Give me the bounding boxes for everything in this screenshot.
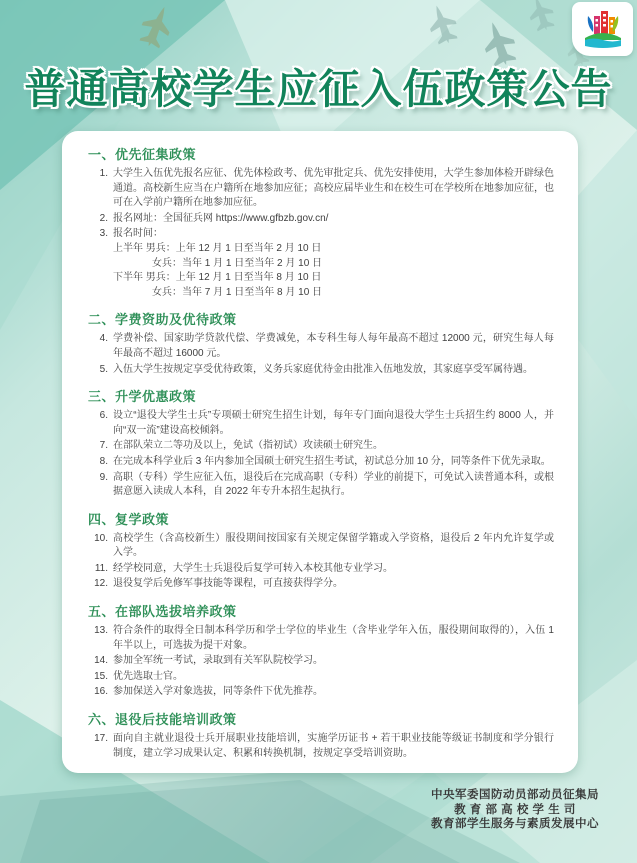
item-text (113, 455, 554, 470)
schedule-line: 上半年 男兵：上年 12 月 1 日至当年 2 月 10 日 (113, 242, 322, 254)
policy-item (88, 670, 554, 685)
section-heading: 四、复学政策 (88, 511, 170, 527)
policy-section (88, 144, 554, 300)
item-body: 报名时间： (113, 228, 163, 240)
item-body: 符合条件的取得全日制本科学历和学士学位的毕业生（含毕业学年入伍，服役期间取得的），入伍 1 年半以上，可选拔为提干对象。 (113, 625, 554, 651)
policy-item (88, 624, 554, 653)
item-body: 退役复学后免修军事技能等课程，可直接获得学分。 (113, 578, 343, 590)
schedule-line: 下半年 男兵：上年 12 月 1 日至当年 8 月 10 日 (113, 272, 322, 284)
policy-item (88, 167, 554, 211)
item-number: 12. (94, 578, 108, 590)
policy-section (88, 509, 554, 592)
item-body: 入伍大学生按规定享受优待政策，义务兵家庭优待金由批准入伍地发放，其家庭享受军属待遇。 (113, 363, 533, 375)
item-sublines (113, 242, 554, 300)
policy-section (88, 709, 554, 761)
item-body: 面向自主就业退役士兵开展职业技能培训，实施学历证书 + 若干职业技能等级证书制度和学分银行制度，建立学习成果认定、积累和转换机制，按规定享受培训资助。 (113, 733, 554, 759)
policy-section (88, 309, 554, 377)
policy-item (88, 732, 554, 761)
item-body: 经学校同意，大学生士兵退役后复学可转入本校其他专业学习。 (113, 562, 393, 574)
item-text (113, 409, 554, 438)
item-text (113, 227, 554, 300)
item-text (113, 167, 554, 211)
item-number: 14. (94, 655, 108, 667)
section-heading: 三、升学优惠政策 (88, 389, 197, 405)
section-heading: 五、在部队选拔培养政策 (88, 604, 237, 620)
policy-item (88, 471, 554, 500)
item-body: 学费补偿、国家助学贷款代偿、学费减免，本专科生每人每年最高不超过 12000 元，研究生每人每年最高不超过 16000 元。 (113, 333, 554, 359)
emblem-icon (581, 8, 625, 50)
item-number: 1. (99, 168, 108, 179)
item-body: 优先选取士官。 (113, 670, 183, 682)
item-body: 参加保送入学对象选拔，同等条件下优先推荐。 (113, 686, 323, 698)
issuer-line: 中央军委国防动员部动员征集局 (431, 789, 599, 801)
policy-item (88, 455, 554, 470)
item-number: 3. (99, 228, 108, 240)
item-number: 8. (99, 455, 108, 467)
section-heading: 六、退役后技能培训政策 (88, 712, 237, 728)
item-number: 13. (94, 625, 108, 637)
policy-item (88, 439, 554, 454)
section-items (88, 409, 554, 500)
item-body: 高职（专科）学生应征入伍，退役后在完成高职（专科）学业的前提下，可免试入读普通本科，或根据意愿入读成人本科，自 2022 年专升本招生起执行。 (113, 471, 554, 498)
item-number: 9. (99, 471, 108, 483)
item-body: 在完成本科学业后 3 年内参加全国硕士研究生招生考试，初试总分加 10 分，同等条件下优先录取。 (113, 455, 551, 467)
policy-sections (88, 144, 554, 773)
item-body: 报名网址：全国征兵网 https://www.gfbzb.gov.cn/ (113, 212, 329, 224)
section-heading: 二、学费资助及优待政策 (88, 312, 237, 328)
item-text (113, 732, 554, 761)
item-text (113, 624, 554, 653)
item-text (113, 332, 554, 361)
policy-card (62, 131, 578, 773)
item-number: 6. (99, 410, 108, 422)
policy-item (88, 363, 554, 378)
policy-item (88, 532, 554, 561)
item-number: 17. (94, 733, 108, 745)
item-number: 5. (99, 363, 108, 375)
issuer-line: 教育部学生服务与素质发展中心 (431, 818, 599, 830)
section-heading (88, 770, 554, 773)
item-number: 4. (99, 333, 108, 345)
issuer-line: 教 育 部 高 校 学 生 司 (454, 803, 576, 816)
item-number: 15. (94, 670, 108, 682)
education-enlistment-emblem (572, 2, 633, 56)
page-title: 普通高校学生应征入伍政策公告 (24, 66, 613, 112)
policy-item (88, 577, 554, 592)
policy-item (88, 685, 554, 700)
item-text (113, 577, 554, 592)
item-text (113, 685, 554, 700)
item-number: 10. (94, 532, 108, 544)
item-text (113, 439, 554, 454)
item-number: 16. (94, 686, 108, 698)
item-number: 2. (99, 212, 108, 224)
item-body: 大学生入伍优先报名应征、优先体检政考、优先审批定兵、优先安排使用，大学生参加体检开辟绿色通道。高校新生应当在户籍所在地参加应征；高校应届毕业生和在校生可在学校所在地参加应征，也可在入学前户籍所在地参加应征。 (113, 168, 554, 209)
policy-item (88, 332, 554, 361)
section-items (88, 732, 554, 761)
item-body: 设立“退役大学生士兵”专项硕士研究生招生计划，每年专门面向退役大学生士兵招生约 8000 人，并向“双一流”建设高校倾斜。 (113, 410, 554, 436)
item-text (113, 562, 554, 577)
policy-item (88, 654, 554, 669)
item-text (113, 532, 554, 561)
section-items (88, 332, 554, 377)
policy-section (88, 386, 554, 500)
schedule-line: 女兵：当年 7 月 1 日至当年 8 月 10 日 (152, 286, 323, 298)
policy-item (88, 227, 554, 300)
item-text (113, 363, 554, 378)
item-body: 高校学生（含高校新生）服役期间按国家有关规定保留学籍或入学资格，退役后 2 年内允许复学或入学。 (113, 532, 554, 559)
item-body: 参加全军统一考试，录取到有关军队院校学习。 (113, 655, 323, 667)
item-number: 11. (94, 562, 108, 574)
policy-section (88, 601, 554, 700)
policy-item (88, 409, 554, 438)
item-text (113, 654, 554, 669)
policy-item (88, 562, 554, 577)
section-heading: 一、优先征集政策 (88, 147, 197, 162)
issuer-block (431, 788, 599, 832)
item-text (113, 212, 554, 227)
item-text (113, 471, 554, 500)
section-items (88, 532, 554, 592)
section-items (88, 167, 554, 300)
policy-section (88, 770, 554, 773)
policy-item (88, 212, 554, 227)
item-number: 7. (99, 440, 108, 452)
schedule-line: 女兵：当年 1 月 1 日至当年 2 月 10 日 (152, 257, 323, 269)
section-items (88, 624, 554, 700)
item-text (113, 670, 554, 685)
item-body: 在部队荣立二等功及以上，免试（指初试）攻读硕士研究生。 (113, 440, 383, 452)
